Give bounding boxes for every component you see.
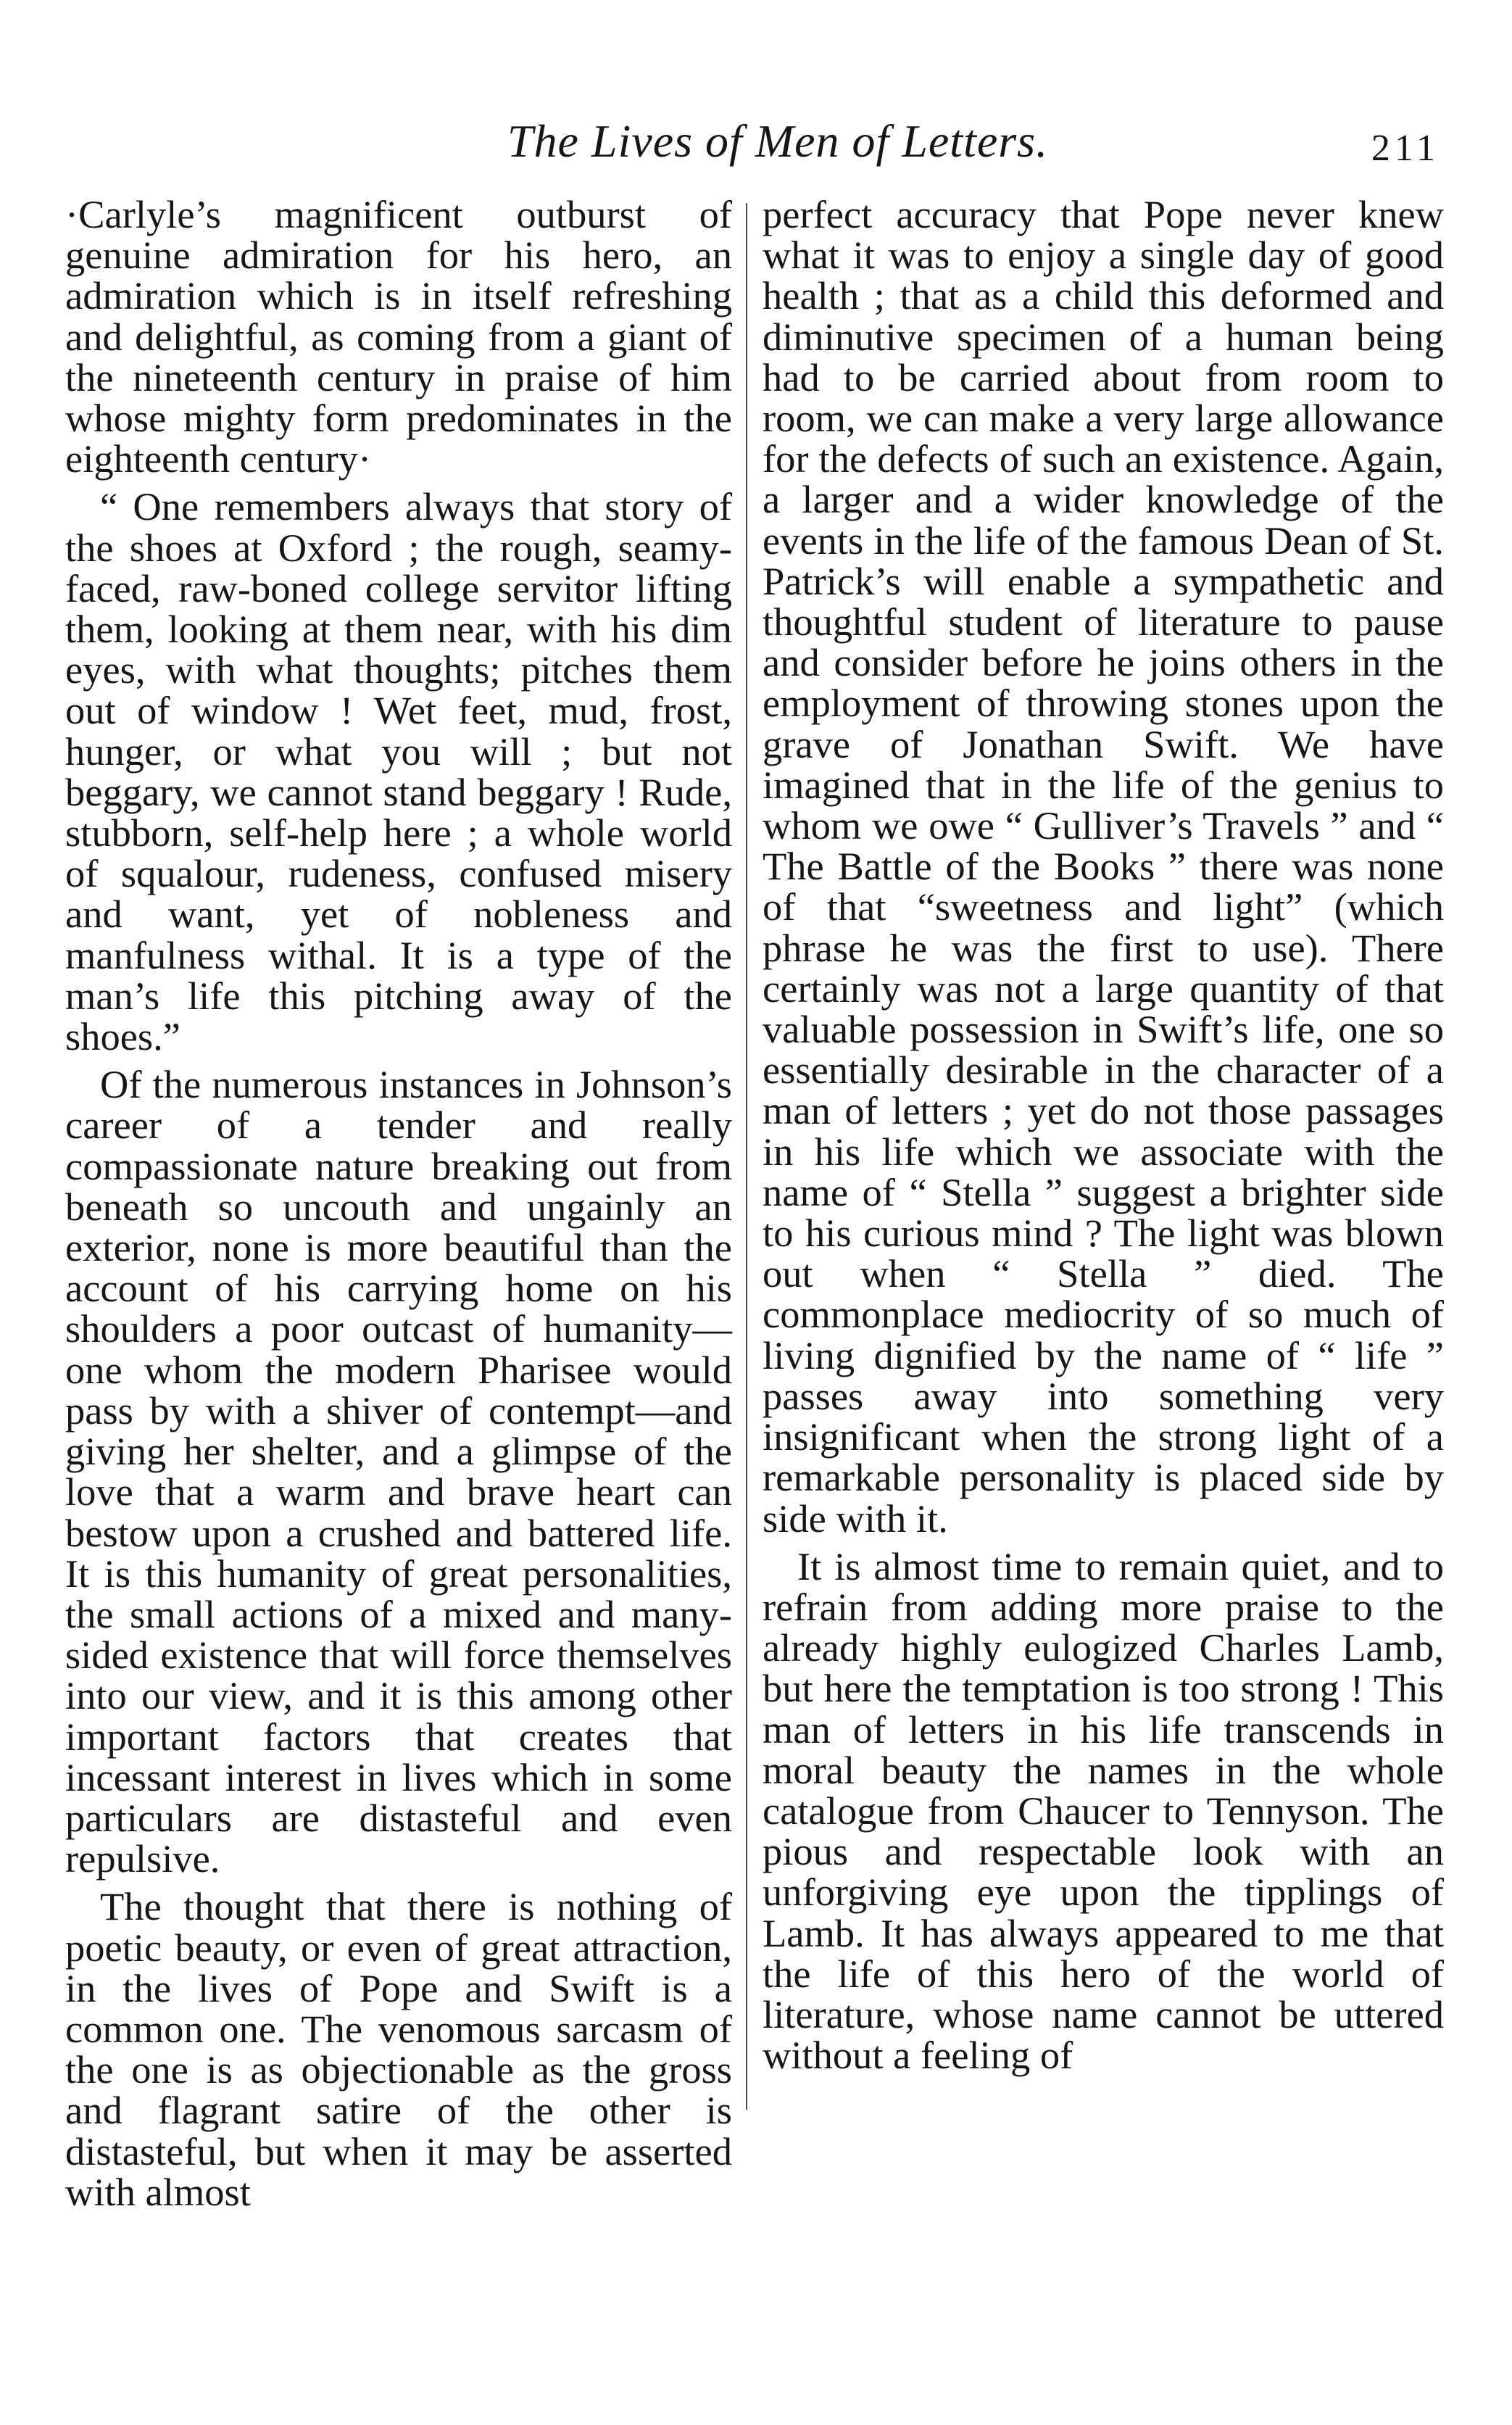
right-paragraph-2: It is almost time to remain quiet, and to refrain from adding more praise to the already highly eulogized Charles Lamb, but here the temptation is too strong ! This man of letters in his life transcends in moral beauty the names in the whole catalogue from Chaucer to Tennyson. The pious and respectable look with an unforgiving eye upon the tipplings of Lamb. It has always appeared to me that the life of this hero of the world of literature, whose name cannot be uttered without a feeling of bbox=[763, 1543, 1444, 2078]
left-paragraph-2-quote: “ One remembers always that story of the shoes at Oxford ; the rough, seamy-faced, raw-boned college servitor lifting them, looking at them near, with his dim eyes, with what thoughts; pitches them out of window ! Wet feet, mud, frost, hunger, or what you will ; but not beggary, we cannot stand beggary ! Rude, stubborn, self-help here ; a whole world of squalour, rudeness, confused misery and want, yet of nobleness and manfulness withal. It is a type of the man’s life this pitching away of the shoes.” bbox=[65, 484, 732, 1059]
left-paragraph-4: The thought that there is nothing of poetic beauty, or even of great attraction, in the lives of Pope and Swift is a common one. The venomous sarcasm of the one is as objectionable as the gross and flagrant satire of the other is distasteful, but when it may be asserted with almost bbox=[65, 1884, 732, 2214]
left-paragraph-1: ·Carlyle’s magnificent outburst of genuine admiration for his hero, an admiration which is in itself refreshing and delightful, as coming from a giant of the nineteenth century in praise of him whose mighty form predominates in the eighteenth century· bbox=[65, 192, 732, 481]
left-paragraph-3: Of the numerous instances in Johnson’s career of a tender and really compassionate nature breaking out from beneath so uncouth and ungainly an exterior, none is more beautiful than the account of his carrying home on his shoulders a poor outcast of humanity—one whom the modern Pharisee would pass by with a shiver of contempt—and giving her shelter, and a glimpse of the love that a warm and brave heart can bestow upon a crushed and battered life. It is this humanity of great personalities, the small actions of a mixed and many-sided existence that will force themselves into our view, and it is this among other important factors that creates that incessant interest in lives which in some particulars are distasteful and even repulsive. bbox=[65, 1062, 732, 1881]
right-column bbox=[763, 194, 1444, 2076]
page-number: 211 bbox=[1371, 128, 1440, 169]
left-column bbox=[65, 194, 732, 2213]
right-paragraph-1: perfect accuracy that Pope never knew what it was to enjoy a single day of good health ; that as a child this deformed and diminutive specimen of a human being had to be carried about from room to room, we can make a very large allowance for the defects of such an existence. Again, a larger and a wider knowledge of the events in the life of the famous Dean of St. Patrick’s will enable a sympathetic and thoughtful student of literature to pause and consider before he joins others in the employment of throwing stones upon the grave of Jonathan Swift. We have imagined that in the life of the genius to whom we owe “ Gulliver’s Travels ” and “ The Battle of the Books ” there was none of that “sweetness and light” (which phrase he was the first to use). There certainly was not a large quantity of that valuable possession in Swift’s life, one so essentially desirable in the character of a man of letters ; yet do not those passages in his life which we associate with the name of “ Stella ” suggest a brighter side to his curious mind ? The light was blown out when “ Stella ” died. The commonplace mediocrity of so much of living dignified by the name of “ life ” passes away into something very insignificant when the strong light of a remarkable personality is placed side by side with it. bbox=[763, 192, 1444, 1541]
page-header bbox=[72, 109, 1440, 174]
running-title: The Lives of Men of Letters. bbox=[507, 115, 1049, 167]
column-divider bbox=[746, 203, 747, 2110]
